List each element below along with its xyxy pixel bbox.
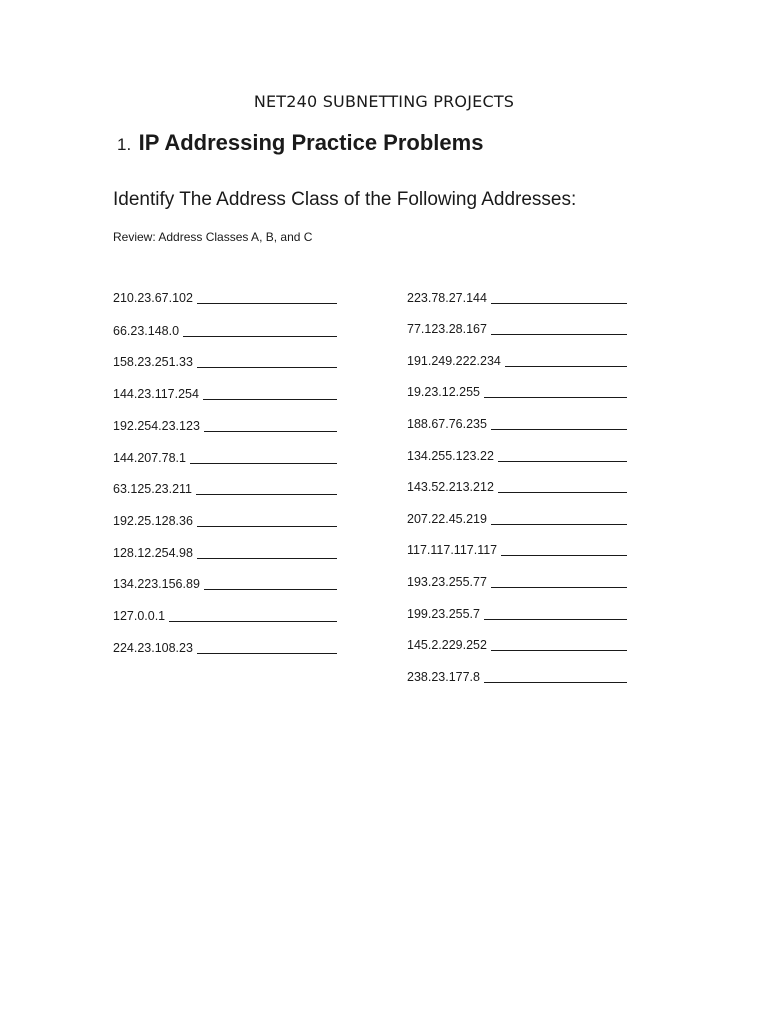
ip-address: 144.207.78.1 <box>113 451 186 465</box>
instruction-text: Identify The Address Class of the Following Addresses: <box>113 189 577 210</box>
address-item <box>113 418 337 434</box>
address-item <box>407 574 627 590</box>
ip-address: 117.117.117.117 <box>407 543 498 557</box>
answer-blank[interactable] <box>498 460 627 462</box>
address-item <box>113 640 337 656</box>
section-title: IP Addressing Practice Problems <box>138 130 484 155</box>
ip-address: 199.23.255.7 <box>407 607 480 621</box>
answer-blank[interactable] <box>203 398 337 400</box>
ip-address: 77.123.28.167 <box>407 322 487 336</box>
answer-blank[interactable] <box>197 366 337 368</box>
address-item <box>407 637 627 653</box>
ip-address: 134.255.123.22 <box>407 449 494 463</box>
ip-address: 19.23.12.255 <box>407 385 480 399</box>
address-item <box>407 290 627 306</box>
address-item <box>407 321 627 337</box>
answer-blank[interactable] <box>491 333 627 335</box>
ip-address: 144.23.117.254 <box>113 387 199 401</box>
address-item <box>113 481 337 497</box>
answer-blank[interactable] <box>197 525 337 527</box>
ip-address: 238.23.177.8 <box>407 670 480 684</box>
answer-blank[interactable] <box>197 557 337 559</box>
address-item <box>113 386 337 402</box>
ip-address: 193.23.255.77 <box>407 575 487 589</box>
answer-blank[interactable] <box>204 430 337 432</box>
address-item <box>407 384 627 400</box>
ip-address: 223.78.27.144 <box>407 291 487 305</box>
address-item <box>407 416 627 432</box>
address-item <box>113 576 337 592</box>
document-title: NET240 SUBNETTING PROJECTS <box>253 92 515 111</box>
section-heading <box>117 130 483 156</box>
ip-address: 207.22.45.219 <box>407 512 487 526</box>
answer-blank[interactable] <box>501 554 627 556</box>
answer-blank[interactable] <box>197 302 337 304</box>
ip-address: 210.23.67.102 <box>113 291 193 305</box>
answer-blank[interactable] <box>190 462 337 464</box>
ip-address: 191.249.222.234 <box>407 354 501 368</box>
ip-address: 143.52.213.212 <box>407 480 494 494</box>
address-item <box>407 448 627 464</box>
answer-blank[interactable] <box>498 491 627 493</box>
ip-address: 145.2.229.252 <box>407 638 487 652</box>
address-item <box>407 353 627 369</box>
address-item <box>113 450 337 466</box>
answer-blank[interactable] <box>491 649 627 651</box>
address-item <box>113 513 337 529</box>
address-item <box>113 545 337 561</box>
ip-address: 127.0.0.1 <box>113 609 166 623</box>
answer-blank[interactable] <box>484 681 627 683</box>
address-item <box>407 669 627 685</box>
address-item <box>407 511 627 527</box>
answer-blank[interactable] <box>491 428 627 430</box>
ip-address: 66.23.148.0 <box>113 324 180 338</box>
address-item <box>113 323 337 339</box>
answer-blank[interactable] <box>491 302 627 304</box>
answer-blank[interactable] <box>491 523 627 525</box>
answer-blank[interactable] <box>197 652 337 654</box>
address-item <box>113 608 337 624</box>
answer-blank[interactable] <box>505 365 627 367</box>
ip-address: 192.25.128.36 <box>113 514 193 528</box>
answer-blank[interactable] <box>169 620 337 622</box>
address-item <box>407 542 627 558</box>
answer-blank[interactable] <box>484 618 627 620</box>
ip-address: 158.23.251.33 <box>113 355 193 369</box>
ip-address: 134.223.156.89 <box>113 577 200 591</box>
ip-address: 192.254.23.123 <box>113 419 200 433</box>
section-number: 1. <box>117 135 132 154</box>
ip-address: 63.125.23.211 <box>113 482 193 496</box>
address-item <box>113 354 337 370</box>
answer-blank[interactable] <box>183 335 337 337</box>
answer-blank[interactable] <box>484 396 627 398</box>
ip-address: 224.23.108.23 <box>113 641 193 655</box>
ip-address: 188.67.76.235 <box>407 417 487 431</box>
address-item <box>113 290 337 306</box>
ip-address: 128.12.254.98 <box>113 546 193 560</box>
review-note: Review: Address Classes A, B, and C <box>113 230 313 244</box>
address-item <box>407 479 627 495</box>
answer-blank[interactable] <box>196 493 337 495</box>
answer-blank[interactable] <box>204 588 337 590</box>
answer-blank[interactable] <box>491 586 627 588</box>
address-item <box>407 606 627 622</box>
